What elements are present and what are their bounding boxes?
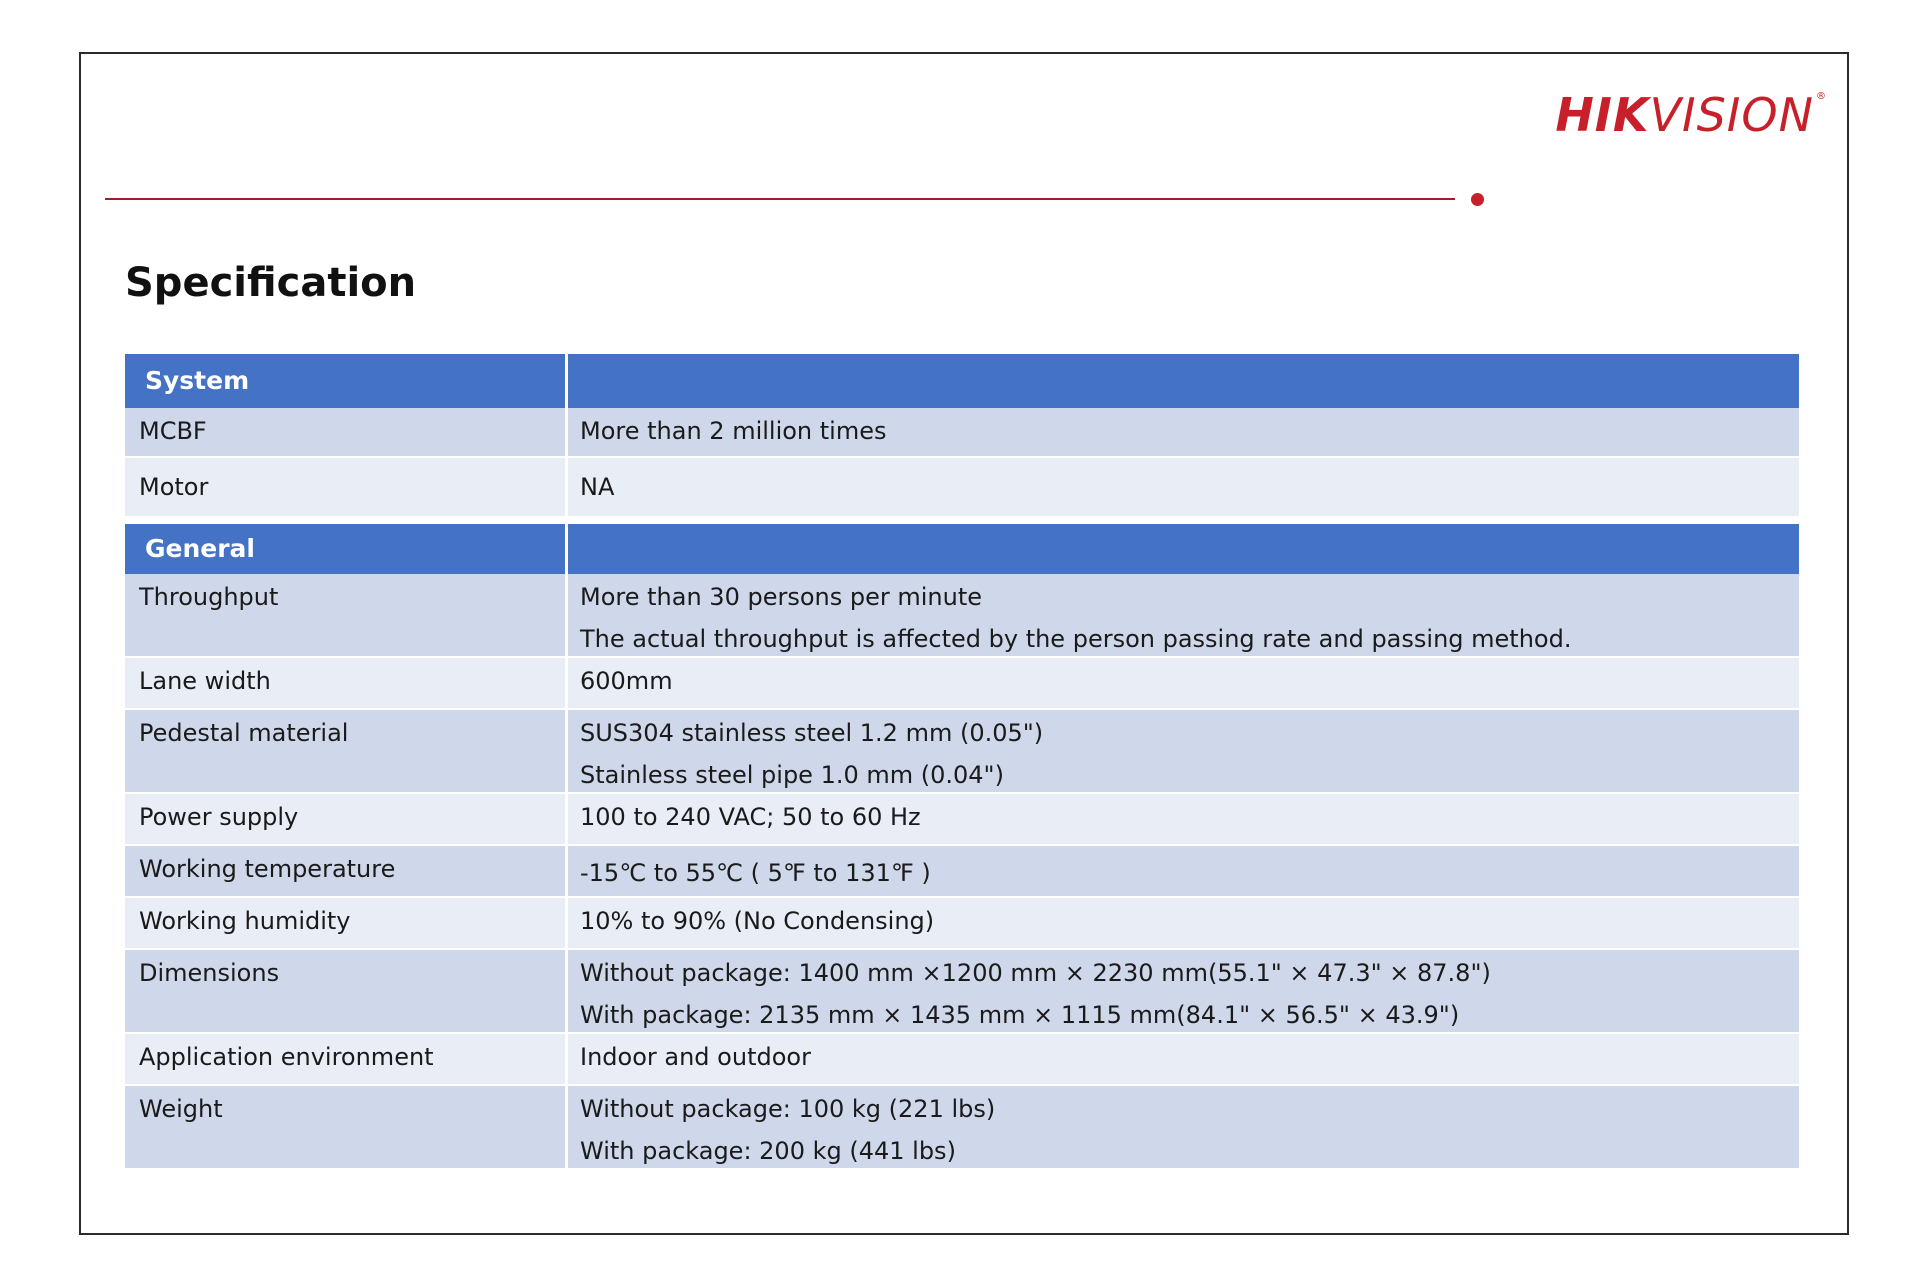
- spec-key: Pedestal material: [139, 719, 349, 747]
- section-header-general: [125, 524, 1799, 574]
- spec-value: With package: 200 kg (441 lbs): [580, 1137, 956, 1165]
- spec-value: More than 30 persons per minute: [580, 583, 982, 611]
- table-row: [125, 658, 1799, 710]
- table-row: [125, 950, 1799, 1034]
- spec-value: NA: [580, 473, 615, 501]
- table-row: [125, 794, 1799, 846]
- spec-key: Lane width: [139, 667, 271, 695]
- spec-value: 10% to 90% (No Condensing): [580, 907, 935, 935]
- table-row: [125, 1034, 1799, 1086]
- spec-value: More than 2 million times: [580, 417, 887, 445]
- spec-key: Working humidity: [139, 907, 351, 935]
- spec-key: Weight: [139, 1095, 223, 1123]
- hikvision-logo: HIKVISION ®: [1555, 88, 1827, 142]
- slide-frame: [79, 52, 1849, 1235]
- spec-value: The actual throughput is affected by the person passing rate and passing method.: [580, 625, 1572, 653]
- spec-value: Indoor and outdoor: [580, 1043, 811, 1071]
- spec-key: Power supply: [139, 803, 299, 831]
- spec-key: Dimensions: [139, 959, 280, 987]
- table-row: [125, 710, 1799, 794]
- section-header-system: [125, 354, 1799, 408]
- page-title: Specification: [125, 260, 417, 306]
- spec-value: Without package: 1400 mm ×1200 mm × 2230 mm(55.1" × 47.3" × 87.8"): [580, 959, 1491, 987]
- spec-value: SUS304 stainless steel 1.2 mm (0.05"): [580, 719, 1044, 747]
- table-row: [125, 846, 1799, 898]
- spec-value: 100 to 240 VAC; 50 to 60 Hz: [580, 803, 921, 831]
- spec-key: Application environment: [139, 1043, 434, 1071]
- table-row: [125, 898, 1799, 950]
- section-title: System: [125, 354, 568, 408]
- spec-value: -15℃ to 55℃ ( 5℉ to 131℉ ): [580, 859, 931, 887]
- spec-table: [125, 354, 1799, 1170]
- spec-key: Throughput: [139, 583, 279, 611]
- table-row: [125, 458, 1799, 518]
- table-row: [125, 408, 1799, 458]
- section-title: General: [125, 524, 568, 574]
- table-row: [125, 574, 1799, 658]
- spec-value: Stainless steel pipe 1.0 mm (0.04"): [580, 761, 1004, 789]
- table-row: [125, 1086, 1799, 1170]
- header-rule: [105, 198, 1455, 200]
- spec-key: MCBF: [139, 417, 207, 445]
- spec-value: With package: 2135 mm × 1435 mm × 1115 mm(84.1" × 56.5" × 43.9"): [580, 1001, 1460, 1029]
- spec-value: 600mm: [580, 667, 673, 695]
- spec-value: Without package: 100 kg (221 lbs): [580, 1095, 996, 1123]
- spec-key: Motor: [139, 473, 209, 501]
- header-rule-dot: [1471, 193, 1484, 206]
- spec-key: Working temperature: [139, 855, 396, 883]
